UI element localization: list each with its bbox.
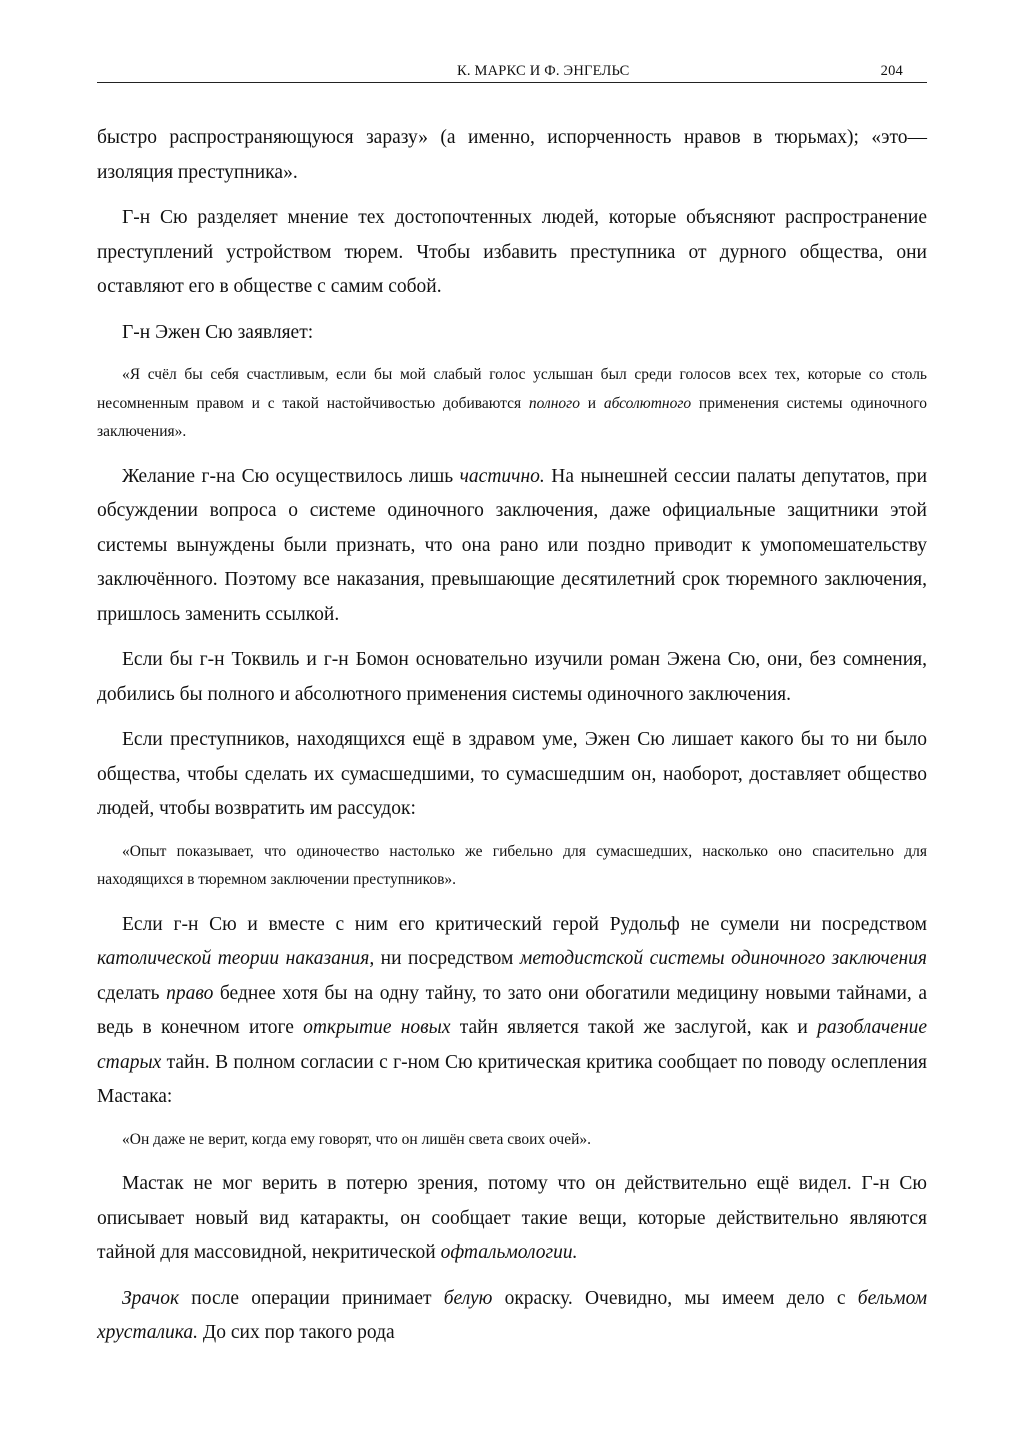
text-run: сделать xyxy=(97,982,167,1004)
italic-text: право xyxy=(166,982,214,1004)
header-title: К. МАРКС И Ф. ЭНГЕЛЬС xyxy=(457,63,630,79)
italic-text: белую xyxy=(443,1287,493,1309)
text-run: «Он даже не верит, когда ему говорят, что он лишён света своих очей». xyxy=(122,1130,591,1148)
text-run: На нынешней сессии палаты депутатов, при обсуждении вопроса о системе одиночного заключения, даже официальные защитники этой системы вынуждены были признать, что она рано или поздно приводит к умопомешательству заключённого. Поэтому все наказания, превышающие десятилетний срок тюремного заключения, пришлось заменить ссылкой. xyxy=(97,465,928,625)
text-run: Если преступников, находящихся ещё в здравом уме, Эжен Сю лишает какого бы то ни было общества, чтобы сделать их сумасшедшими, то сумасшедшим он, наоборот, доставляет общество людей, чтобы возвратить им рассудок: xyxy=(97,729,927,819)
body-text xyxy=(97,121,927,1351)
text-run: Мастак не мог верить в потерю зрения, потому что он действительно ещё видел. Г-н Сю описывает новый вид катаракты, он сообщает такие вещи, которые действительно являются тайной для массовидной, некритической xyxy=(97,1173,927,1263)
italic-text: открытие новых xyxy=(303,1017,451,1038)
italic-text: католической теории наказания, xyxy=(97,948,375,969)
text-run: окраску. Очевидно, мы имеем дело с xyxy=(492,1287,858,1309)
text-run: Если г-н Сю и вместе с ним его критический герой Рудольф не сумели ни посредством xyxy=(122,913,927,935)
italic-text: Зрачок xyxy=(122,1287,180,1309)
text-run: Если бы г-н Токвиль и г-н Бомон основательно изучили роман Эжена Сю, они, без сомнения, добились бы полного и абсолютного применения системы одиночного заключения. xyxy=(97,649,927,705)
text-run: До сих пор такого рода xyxy=(198,1322,395,1343)
paragraph xyxy=(97,316,927,351)
text-run: ни посредством xyxy=(374,948,520,969)
text-run: применения системы одиночного заключения». xyxy=(97,394,928,440)
paragraph xyxy=(97,201,927,305)
paragraph xyxy=(97,908,927,1115)
text-run: и xyxy=(579,394,604,412)
text-run: беднее хотя бы на одну тайну, то зато они обогатили медицину новыми тайнами, а ведь в конечном итоге xyxy=(97,982,928,1038)
block-quote xyxy=(97,1126,927,1155)
text-run: «Опыт показывает, что одиночество настолько же гибельно для сумасшедших, насколько оно спасительно для находящихся в тюремном заключении преступников». xyxy=(97,842,927,888)
paragraph xyxy=(97,723,927,827)
paragraph xyxy=(97,121,927,190)
block-quote xyxy=(97,361,927,447)
text-run: быстро распространяющуюся заразу» (а именно, испорченность нравов в тюрьмах); «это—изоляция преступника». xyxy=(97,127,927,183)
text-run: «Я счёл бы себя счастливым, если бы мой слабый голос услышан был среди голосов всех тех, которые со столь несомненным правом и с такой настойчивостью добиваются xyxy=(97,366,927,412)
running-header xyxy=(97,60,927,83)
italic-text: разоблачение старых xyxy=(97,1017,927,1073)
paragraph xyxy=(97,643,927,712)
text-run: тайн является такой же заслугой, как и xyxy=(450,1017,818,1038)
italic-text: частично. xyxy=(459,465,545,487)
document-page xyxy=(97,60,927,1362)
text-run: Желание г-на Сю осуществилось лишь xyxy=(122,465,460,487)
text-run: Г-н Сю разделяет мнение тех достопочтенных людей, которые объясняют распространение преступлений устройством тюрем. Чтобы избавить преступника от дурного общества, они оставляют его в обществе с самим собой. xyxy=(97,207,927,297)
text-run: после операции принимает xyxy=(179,1287,444,1309)
italic-text: методистской системы одиночного заключения xyxy=(519,948,927,969)
italic-text: полного xyxy=(528,394,580,412)
italic-text: бельмом хрусталика. xyxy=(97,1287,928,1343)
paragraph xyxy=(97,1282,927,1351)
paragraph xyxy=(97,460,927,633)
italic-text: абсолютного xyxy=(603,394,692,412)
italic-text: офтальмологии. xyxy=(440,1242,578,1263)
text-run: тайн. В полном согласии с г-ном Сю критическая критика сообщает по поводу ослепления Мастака: xyxy=(97,1051,927,1107)
block-quote xyxy=(97,838,927,895)
text-run: Г-н Эжен Сю заявляет: xyxy=(122,321,314,343)
page-number: 204 xyxy=(880,63,903,79)
paragraph xyxy=(97,1167,927,1271)
